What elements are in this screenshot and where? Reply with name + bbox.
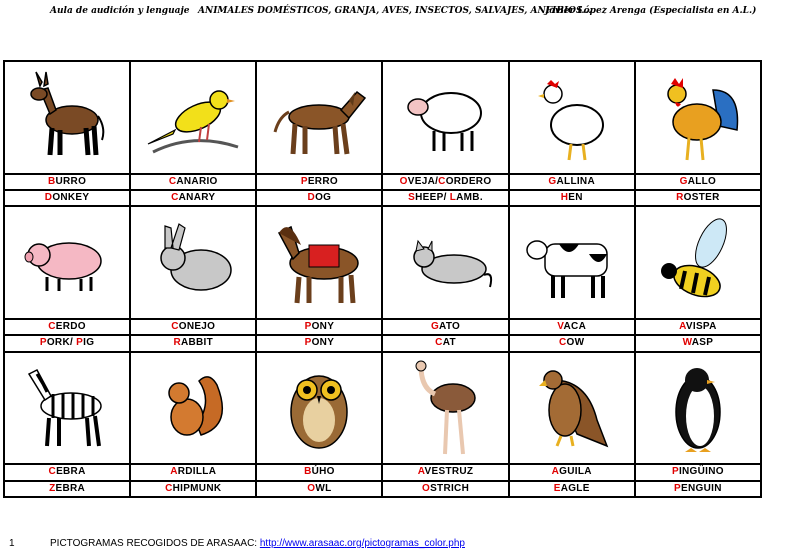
spanish-name: [382, 319, 508, 335]
label-rest: ANARIO: [176, 175, 218, 187]
pictogram-cell: [130, 352, 256, 465]
ostrich-icon: [383, 358, 507, 458]
label-initial: G: [548, 175, 557, 187]
hen-icon: [510, 70, 634, 165]
label-rest: ALLO: [687, 175, 717, 187]
label-initial: E: [553, 482, 561, 494]
english-name: [130, 481, 256, 497]
owl-icon: [257, 360, 381, 455]
picture-row: [4, 352, 761, 465]
english-label-row: [4, 335, 761, 351]
english-name: [256, 190, 382, 206]
label-initial: G: [430, 321, 440, 333]
zebra-icon: [5, 360, 129, 455]
pictogram-cell: [382, 206, 508, 319]
rabbit-icon: [131, 220, 255, 305]
spanish-name: [4, 464, 130, 480]
english-name: [509, 481, 635, 497]
label-initial: C: [48, 466, 57, 478]
cat-icon: [383, 223, 507, 303]
english-name: [509, 335, 635, 351]
english-label-row: [4, 481, 761, 497]
header-author: Javier López Arenga (Especialista en A.L.): [545, 6, 757, 16]
pictogram-cell: [4, 61, 130, 174]
label-rest: ERDO: [55, 321, 86, 333]
label-rest: OSTER: [683, 192, 720, 204]
label-rest: ORK/: [46, 337, 77, 349]
label-rest: ÚHO: [311, 466, 335, 478]
cow-icon: [510, 220, 634, 305]
label-initial: R: [676, 192, 684, 204]
label-rest: ATO: [439, 321, 461, 333]
label-initial: C: [438, 175, 446, 187]
label-initial: P: [304, 321, 312, 333]
pig-icon: [5, 223, 129, 303]
spanish-name: [509, 174, 635, 190]
pictogram-cell: [635, 206, 761, 319]
pictogram-cell: [635, 352, 761, 465]
spanish-label-row: [4, 174, 761, 190]
label-rest: ONKEY: [52, 192, 90, 204]
label-rest: VESTRUZ: [424, 466, 474, 478]
label-rest: AGLE: [560, 482, 590, 494]
label-initial: A: [170, 466, 178, 478]
pictogram-grid: [3, 60, 762, 498]
label-initial: P: [304, 337, 312, 349]
label-initial: L: [449, 192, 457, 204]
english-name: [635, 335, 761, 351]
label-initial: V: [557, 321, 564, 333]
spanish-name: [509, 464, 635, 480]
label-initial: C: [48, 321, 56, 333]
english-name: [382, 190, 508, 206]
label-rest: ONY: [311, 321, 335, 333]
rooster-icon: [636, 70, 760, 165]
label-initial: C: [165, 482, 173, 494]
label-initial: D: [307, 192, 316, 204]
label-rest: INGÜINO: [678, 466, 724, 478]
label-rest: VEJA/: [407, 175, 439, 187]
english-name: [256, 335, 382, 351]
spanish-label-row: [4, 464, 761, 480]
wasp-icon: [636, 215, 760, 310]
pictogram-cell: [4, 206, 130, 319]
label-rest: AT: [442, 337, 456, 349]
label-initial: O: [307, 482, 316, 494]
label-rest: ONY: [311, 337, 335, 349]
pictogram-cell: [130, 206, 256, 319]
label-rest: IG: [83, 337, 95, 349]
canary-icon: [131, 72, 255, 162]
label-initial: Z: [49, 482, 56, 494]
label-initial: A: [679, 321, 686, 333]
pony-icon: [257, 215, 381, 310]
label-rest: ABBIT: [180, 337, 214, 349]
english-name: [4, 481, 130, 497]
pictogram-cell: [130, 61, 256, 174]
dog-icon: [257, 72, 381, 162]
label-rest: STRICH: [430, 482, 470, 494]
label-rest: OW: [566, 337, 585, 349]
english-name: [382, 481, 508, 497]
page-header: [0, 6, 798, 22]
english-name: [382, 335, 508, 351]
pictogram-cell: [382, 61, 508, 174]
label-rest: ACA: [563, 321, 587, 333]
label-initial: B: [304, 466, 312, 478]
pictogram-cell: [509, 61, 635, 174]
credit-text: PICTOGRAMAS RECOGIDOS DE ARASAAC:: [50, 538, 260, 549]
english-name: [4, 335, 130, 351]
label-initial: H: [560, 192, 569, 204]
english-name: [4, 190, 130, 206]
pictogram-cell: [256, 206, 382, 319]
pictogram-cell: [509, 352, 635, 465]
label-rest: URRO: [55, 175, 87, 187]
label-rest: AMB.: [456, 192, 483, 204]
spanish-name: [635, 319, 761, 335]
spanish-name: [256, 319, 382, 335]
label-initial: C: [171, 321, 179, 333]
spanish-name: [256, 464, 382, 480]
penguin-icon: [636, 360, 760, 455]
label-initial: A: [417, 466, 425, 478]
english-name: [635, 190, 761, 206]
label-rest: HIPMUNK: [172, 482, 222, 494]
english-name: [509, 190, 635, 206]
label-rest: EBRA: [55, 482, 86, 494]
credit-link[interactable]: http://www.arasaac.org/pictogramas_color.php: [259, 538, 465, 549]
label-initial: C: [435, 337, 443, 349]
label-rest: VISPA: [685, 321, 717, 333]
label-initial: P: [300, 175, 308, 187]
label-initial: S: [408, 192, 416, 204]
squirrel-icon: [131, 365, 255, 450]
english-name: [130, 335, 256, 351]
label-initial: R: [173, 337, 181, 349]
label-initial: C: [171, 192, 179, 204]
spanish-name: [4, 174, 130, 190]
label-initial: B: [47, 175, 56, 187]
label-rest: HEEP/: [415, 192, 450, 204]
english-name: [130, 190, 256, 206]
label-initial: C: [559, 337, 567, 349]
spanish-name: [256, 174, 382, 190]
label-initial: P: [671, 466, 679, 478]
label-rest: RDILLA: [177, 466, 217, 478]
donkey-icon: [5, 70, 129, 165]
picture-row: [4, 206, 761, 319]
english-label-row: [4, 190, 761, 206]
spanish-name: [509, 319, 635, 335]
label-initial: D: [44, 192, 53, 204]
picture-row: [4, 61, 761, 174]
label-initial: P: [76, 337, 84, 349]
label-initial: O: [399, 175, 408, 187]
label-initial: O: [421, 482, 431, 494]
spanish-name: [635, 464, 761, 480]
page-number: 1: [9, 538, 15, 549]
credit-line: [50, 538, 465, 549]
label-initial: A: [551, 466, 560, 478]
label-rest: EN: [568, 192, 583, 204]
english-name: [635, 481, 761, 497]
label-initial: G: [679, 175, 688, 187]
label-rest: ORDERO: [445, 175, 492, 187]
header-left: Aula de audición y lenguaje: [50, 6, 190, 16]
label-rest: GUILA: [559, 466, 592, 478]
label-rest: ENGUIN: [681, 482, 722, 494]
pictogram-cell: [256, 61, 382, 174]
english-name: [256, 481, 382, 497]
spanish-name: [4, 319, 130, 335]
pictogram-cell: [4, 352, 130, 465]
eagle-icon: [510, 360, 634, 455]
label-rest: EBRA: [56, 466, 86, 478]
pictogram-cell: [256, 352, 382, 465]
pictogram-cell: [382, 352, 508, 465]
pictogram-cell: [635, 61, 761, 174]
label-initial: P: [39, 337, 47, 349]
spanish-name: [130, 174, 256, 190]
spanish-name: [382, 174, 508, 190]
sheep-icon: [383, 75, 507, 160]
spanish-name: [130, 464, 256, 480]
label-rest: ONEJO: [178, 321, 216, 333]
label-initial: W: [682, 337, 692, 349]
label-rest: OG: [315, 192, 332, 204]
spanish-label-row: [4, 319, 761, 335]
spanish-name: [130, 319, 256, 335]
header-title: ANIMALES DOMÉSTICOS, GRANJA, AVES, INSECTOS, SALVAJES, ANFIBIOS…: [198, 6, 592, 16]
label-rest: ERRO: [307, 175, 338, 187]
spanish-name: [382, 464, 508, 480]
label-initial: P: [674, 482, 682, 494]
label-rest: ASP: [691, 337, 714, 349]
label-rest: ALLINA: [556, 175, 595, 187]
label-rest: ANARY: [178, 192, 216, 204]
spanish-name: [635, 174, 761, 190]
label-initial: C: [168, 175, 177, 187]
pictogram-cell: [509, 206, 635, 319]
label-rest: WL: [315, 482, 332, 494]
